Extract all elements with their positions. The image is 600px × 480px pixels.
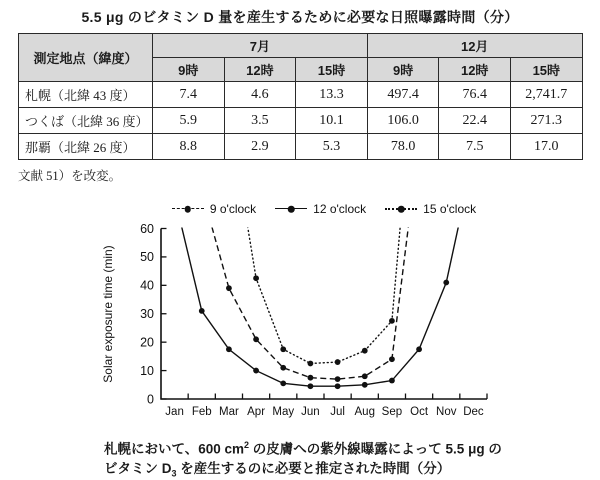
group-header-december: 12月: [367, 34, 582, 58]
time-header: 9時: [367, 58, 439, 82]
y-tick-label: 10: [140, 363, 154, 378]
row-label-sapporo: 札幌（北緯 43 度）: [19, 82, 153, 108]
cell: 497.4: [367, 82, 439, 108]
x-tick-label: Jun: [301, 406, 320, 418]
legend-label: 12 o'clock: [313, 202, 367, 216]
cell: 76.4: [439, 82, 511, 108]
time-header: 15時: [511, 58, 583, 82]
group-header-july: 7月: [153, 34, 368, 58]
time-header: 15時: [296, 58, 368, 82]
data-point: [199, 308, 205, 314]
x-tick-label: Mar: [219, 406, 239, 418]
corner-header: 測定地点（緯度）: [19, 34, 153, 82]
exposure-table: [18, 33, 583, 160]
data-point: [308, 361, 314, 367]
y-axis-label: Solar exposure time (min): [101, 245, 115, 383]
row-label-tsukuba: つくば（北緯 36 度）: [19, 108, 153, 134]
time-header: 12時: [439, 58, 511, 82]
cell: 4.6: [224, 82, 296, 108]
data-point: [335, 383, 341, 389]
y-tick-label: 60: [140, 221, 154, 236]
data-point: [226, 346, 232, 352]
x-tick-label: Oct: [410, 406, 429, 418]
source-note: 文献 51）を改変。: [18, 169, 122, 183]
series-12-o'clock: [175, 198, 477, 389]
data-point: [308, 383, 314, 389]
data-point: [416, 346, 422, 352]
data-point: [362, 348, 368, 354]
cell: 271.3: [511, 108, 583, 134]
y-tick-label: 30: [140, 307, 154, 322]
cell: 13.3: [296, 82, 368, 108]
cell: 7.5: [439, 134, 511, 160]
cell: 3.5: [224, 108, 296, 134]
data-point: [280, 346, 286, 352]
table-row: [19, 82, 583, 108]
caption-line-2: ビタミン $D_3$ を産生するのに必要と推定された時間（分）: [104, 461, 451, 479]
legend-label: 15 o'clock: [423, 202, 477, 216]
x-tick-label: Jan: [165, 406, 184, 418]
data-point: [253, 336, 259, 342]
cell: 7.4: [153, 82, 225, 108]
data-point: [253, 275, 259, 281]
data-point: [389, 318, 395, 324]
cell: 2,741.7: [511, 82, 583, 108]
cell: 2.9: [224, 134, 296, 160]
data-point: [443, 280, 449, 286]
y-tick-label: 0: [147, 392, 154, 407]
x-tick-label: Nov: [436, 406, 457, 418]
cell: 5.9: [153, 108, 225, 134]
data-point: [389, 378, 395, 384]
x-tick-label: Sep: [381, 406, 403, 418]
table-row: [19, 134, 583, 160]
cell: 22.4: [439, 108, 511, 134]
data-point: [389, 356, 395, 362]
legend-label: 9 o'clock: [209, 202, 257, 216]
table-title: 5.5 μg のビタミン D 量を産生するために必要な日照曝露時間（分）: [81, 9, 519, 25]
cell: 10.1: [296, 108, 368, 134]
x-tick-label: Feb: [191, 406, 212, 418]
cell: 8.8: [153, 134, 225, 160]
x-tick-label: May: [272, 406, 295, 418]
row-label-naha: 那覇（北緯 26 度）: [19, 134, 153, 160]
data-point: [335, 359, 341, 365]
cell: 78.0: [367, 134, 439, 160]
cell: 106.0: [367, 108, 439, 134]
time-header: 12時: [224, 58, 296, 82]
data-point: [226, 285, 232, 291]
figure-caption: [104, 436, 544, 480]
y-tick-label: 20: [140, 335, 154, 350]
line-chart: [90, 198, 510, 430]
caption-line-1: 札幌において、600 $cm^2$ の皮膚への紫外線曝露によって 5.5 μg の: [104, 440, 502, 457]
cell: 17.0: [511, 134, 583, 160]
data-point: [335, 376, 341, 382]
y-tick-label: 50: [140, 250, 154, 265]
x-tick-label: Jul: [330, 406, 345, 418]
x-tick-label: Aug: [354, 406, 375, 418]
x-tick-label: Apr: [247, 406, 266, 418]
data-point: [280, 380, 286, 386]
x-tick-label: Dec: [463, 406, 484, 418]
cell: 5.3: [296, 134, 368, 160]
table-row: [19, 108, 583, 134]
data-point: [308, 375, 314, 381]
y-tick-label: 40: [140, 278, 154, 293]
data-point: [362, 373, 368, 379]
data-point: [280, 365, 286, 371]
time-header: 9時: [153, 58, 225, 82]
data-point: [362, 382, 368, 388]
axes: [161, 229, 487, 400]
data-point: [253, 368, 259, 374]
